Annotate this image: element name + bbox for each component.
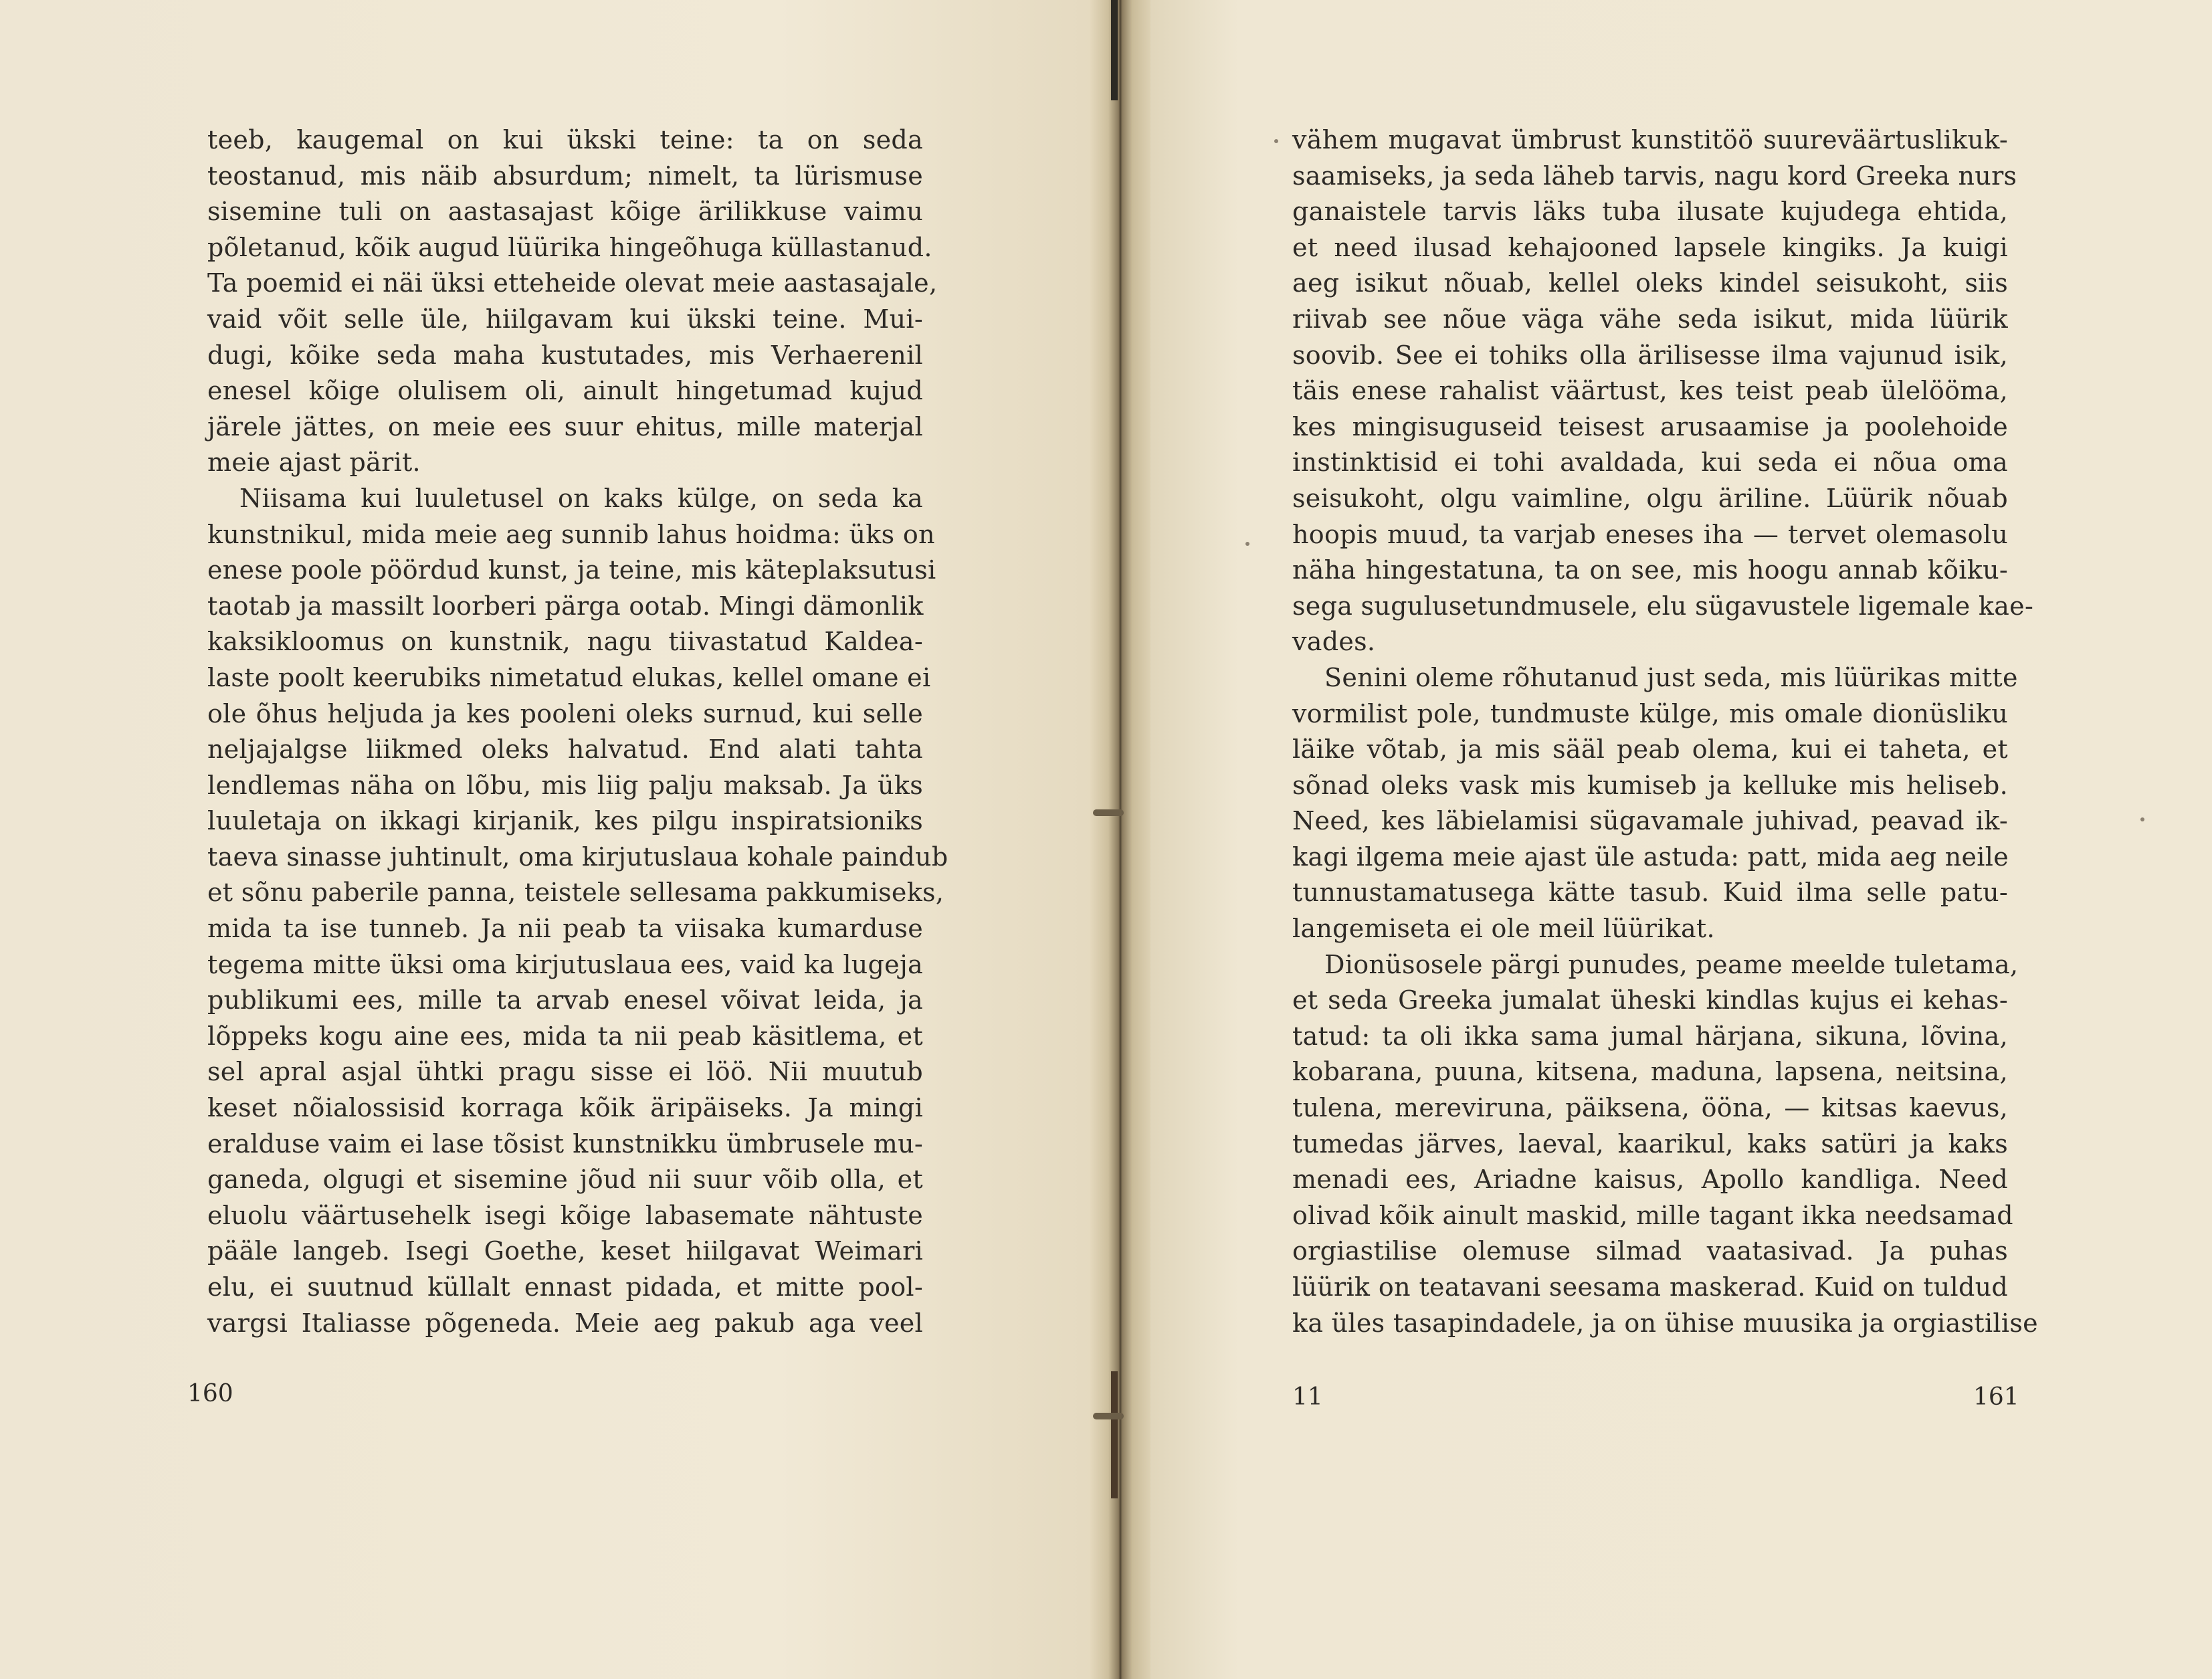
text-line: et seda Greeka jumalat üheski kindlas kujus ei kehas- [1292,985,2008,1015]
spine-binding-top [1111,0,1118,100]
text-line: langemiseta ei ole meil lüürikat. [1292,914,1715,944]
text-line: keset nõialossisid korraga kõik äripäiseks. Ja mingi [207,1093,923,1123]
text-line: meie ajast pärit. [207,448,421,478]
text-line: kunstnikul, mida meie aeg sunnib lahus hoidma: üks on [207,519,935,549]
text-line: mida ta ise tunneb. Ja nii peab ta viisaka kumarduse [207,914,923,944]
text-line: laste poolt keerubiks nimetatud elukas, kellel omane ei [207,662,931,692]
text-line: läike võtab, ja mis sääl peab olema, kui ei taheta, et [1292,734,2008,765]
text-line: Dionüsosele pärgi punudes, peame meelde tuletama, [1324,949,2019,979]
text-line: ganaistele tarvis läks tuba ilusate kujudega ehtida, [1292,197,2008,227]
text-line: soovib. See ei tohiks olla ärilisesse ilma vajunud isik, [1292,340,2008,370]
text-line: publikumi ees, mille ta arvab enesel võivat leida, ja [207,985,923,1015]
text-line: menadi ees, Ariadne kaisus, Apollo kandliga. Need [1292,1165,2008,1195]
text-line: hoopis muud, ta varjab eneses iha — tervet olemasolu [1292,519,2008,549]
text-line: luuletaja on ikkagi kirjanik, kes pilgu inspiratsioniks [207,806,923,836]
book-gutter [1090,0,1150,1679]
left-page-number: 160 [187,1380,233,1407]
text-line: järele jättes, on meie ees suur ehitus, mille materjal [207,411,923,441]
text-line: vades. [1292,627,1376,657]
text-line: kes mingisuguseid teisest arusaamise ja poolehoide [1292,411,2008,441]
text-line: lüürik on teatavani seesama maskerad. Kuid on tuldud [1292,1272,2008,1302]
text-line: enesel kõige olulisem oli, ainult hingetumad kujud [207,376,923,406]
right-page-number: 161 [1973,1383,2019,1411]
binding-thread-lower [1093,1413,1124,1419]
spine-binding-bottom [1111,1371,1118,1498]
text-line: seisukoht, olgu vaimline, olgu äriline. Lüürik nõuab [1292,483,2008,513]
paper-speck [2140,817,2144,821]
text-line: vähem mugavat ümbrust kunstitöö suureväärtuslikuk- [1292,125,2008,155]
text-line: Senini oleme rõhutanud just seda, mis lüürikas mitte [1324,662,2018,692]
text-line: vormilist pole, tundmuste külge, mis omale dionüsliku [1292,698,2008,728]
text-line: pääle langeb. Isegi Goethe, keset hiilgavat Weimari [207,1236,923,1266]
right-page-text [1292,122,2038,1341]
text-line: täis enese rahalist väärtust, kes teist peab ülelööma, [1292,376,2008,406]
text-line: dugi, kõike seda maha kustutades, mis Verhaerenil [207,340,923,370]
text-line: eralduse vaim ei lase tõsist kunstnikku ümbrusele mu- [207,1128,923,1159]
text-line: Ta poemid ei näi üksi etteheide olevat meie aastasajale, [207,268,938,298]
text-line: lõppeks kogu aine ees, mida ta nii peab käsitlema, et [207,1021,923,1051]
text-line: näha hingestatuna, ta on see, mis hoogu annab kõiku- [1292,555,2008,585]
signature-mark: 11 [1292,1383,1323,1411]
text-line: tunnustamatusega kätte tasub. Kuid ilma selle patu- [1292,878,2008,908]
text-line: sõnad oleks vask mis kumiseb ja kelluke mis heliseb. [1292,770,2008,800]
text-line: tatud: ta oli ikka sama jumal härjana, sikuna, lõvina, [1292,1021,2008,1051]
text-line: et sõnu paberile panna, teistele sellesama pakkumiseks, [207,878,944,908]
text-line: kobarana, puuna, kitsena, maduna, lapsena, neitsina, [1292,1057,2008,1087]
text-line: aeg isikut nõuab, kellel oleks kindel seisukoht, siis [1292,268,2008,298]
text-line: vaid võit selle üle, hiilgavam kui ükski teine. Mui- [207,304,923,334]
text-line: ka üles tasapindadele, ja on ühise muusika ja orgiastilise [1292,1308,2038,1338]
paper-speck [1245,542,1249,546]
text-line: Niisama kui luuletusel on kaks külge, on seda ka [239,483,923,513]
text-line: tumedas järves, laeval, kaarikul, kaks satüri ja kaks [1292,1128,2008,1159]
text-line: enese poole pöördud kunst, ja teine, mis käteplaksutusi [207,555,936,585]
text-line: kaksikloomus on kunstnik, nagu tiivastatud Kaldea- [207,627,923,657]
left-page-text [207,122,948,1341]
text-line: olivad kõik ainult maskid, mille tagant ikka needsamad [1292,1200,2013,1230]
text-line: sega sugulusetundmusele, elu sügavustele ligemale kae- [1292,591,2034,621]
text-line: sisemine tuli on aastasajast kõige ärilikkuse vaimu [207,197,923,227]
text-line: eluolu väärtusehelk isegi kõige labasemate nähtuste [207,1200,923,1230]
text-line: et need ilusad kehajooned lapsele kingiks. Ja kuigi [1292,232,2008,262]
text-line: saamiseks, ja seda läheb tarvis, nagu kord Greeka nurs [1292,161,2017,191]
text-line: tulena, mereviruna, päiksena, ööna, — kitsas kaevus, [1292,1093,2008,1123]
text-line: riivab see nõue väga vähe seda isikut, mida lüürik [1292,304,2008,334]
text-line: instinktisid ei tohi avaldada, kui seda ei nõua oma [1292,448,2008,478]
text-line: orgiastilise olemuse silmad vaatasivad. Ja puhas [1292,1236,2008,1266]
text-line: sel apral asjal ühtki pragu sisse ei löö. Nii muutub [207,1057,923,1087]
text-line: ganeda, olgugi et sisemine jõud nii suur võib olla, et [207,1165,923,1195]
paper-speck [1274,139,1278,143]
text-line: taotab ja massilt loorberi pärga ootab. Mingi dämonlik [207,591,924,621]
text-line: lendlemas näha on lõbu, mis liig palju maksab. Ja üks [207,770,923,800]
text-line: elu, ei suutnud küllalt ennast pidada, et mitte pool- [207,1272,923,1302]
text-line: põletanud, kõik augud lüürika hingeõhuga küllastanud. [207,232,932,262]
text-line: tegema mitte üksi oma kirjutuslaua ees, vaid ka lugeja [207,949,923,979]
text-line: kagi ilgema meie ajast üle astuda: patt, mida aeg neile [1292,842,2009,872]
text-line: ole õhus heljuda ja kes pooleni oleks surnud, kui selle [207,698,923,728]
text-line: taeva sinasse juhtinult, oma kirjutuslaua kohale paindub [207,842,948,872]
text-line: vargsi Italiasse põgeneda. Meie aeg pakub aga veel [207,1308,923,1338]
binding-thread-upper [1093,809,1124,816]
text-line: neljajalgse liikmed oleks halvatud. End alati tahta [207,734,923,765]
text-line: teostanud, mis näib absurdum; nimelt, ta lürismuse [207,161,923,191]
text-line: teeb, kaugemal on kui ükski teine: ta on seda [207,125,923,155]
text-line: Need, kes läbielamisi sügavamale juhivad, peavad ik- [1292,806,2008,836]
